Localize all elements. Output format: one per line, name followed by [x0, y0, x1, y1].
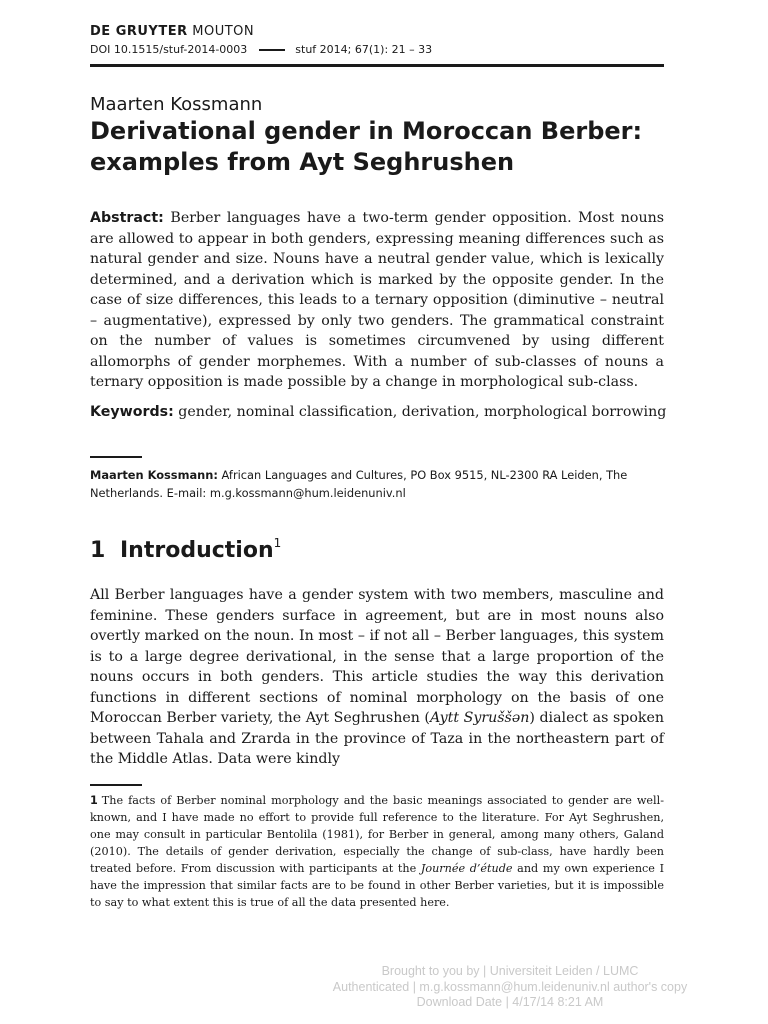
keywords-text: gender, nominal classification, derivation, morphological borrowing [178, 404, 667, 420]
intro-text-2: ) dialect as spoken between Tahala and Zrarda in the province of Taza in the northeastern part of the Middle Atlas. Data were kindly [90, 710, 664, 767]
article-title: Derivational gender in Moroccan Berber: examples from Ayt Seghrushen [90, 117, 643, 176]
section-number: 1 [90, 538, 106, 563]
watermark-line-1: Brought to you by | Universiteit Leiden / LUMC [381, 964, 639, 978]
footnote-text-2: and my own experience I have the impression that similar facts are to be found in other Berber varieties, but it is impossible to say to what extent this is true of all the data presented here. [90, 862, 664, 909]
publisher-logo [90, 24, 254, 39]
affiliation-rule [90, 456, 142, 458]
intro-italic: Aytt Syruššən [429, 710, 530, 726]
footnote-number: 1 [90, 794, 98, 807]
intro-paragraph [90, 585, 664, 770]
keywords [90, 402, 667, 423]
citation: stuf 2014; 67(1): 21 – 33 [295, 43, 433, 56]
abstract-text: Berber languages have a two-term gender opposition. Most nouns are allowed to appear in both genders, expressing meaning differences such as natural gender and size. Nouns have a neutral gender value, which is lexically determined, and a derivation which is marked by the opposite gender. In the case of size differences, this leads to a ternary opposition (diminutive – neutral – augmentative), expressed by only two genders. The grammatical constraint on the number of values is sometimes circumvened by using different allomorphs of gender morphemes. With a number of sub-classes of nouns a ternary opposition is made possible by a change in morphological sub-class. [90, 210, 664, 390]
affiliation [90, 466, 664, 502]
doi: DOI 10.1515/stuf-2014-0003 [90, 43, 248, 56]
article-meta-line [90, 43, 432, 56]
affiliation-text: African Languages and Cultures, PO Box 9515, NL-2300 RA Leiden, The Netherlands. E-mail: m.g.kossmann@hum.leidenuniv.nl [90, 468, 628, 500]
header-rule [90, 64, 664, 67]
publisher-name-rest: MOUTON [192, 24, 255, 39]
watermark-line-3: Download Date | 4/17/14 8:21 AM [416, 995, 604, 1009]
download-watermark [300, 964, 720, 1011]
footnote-italic: Journée d’étude [420, 862, 513, 875]
section-title: Introduction [120, 538, 274, 563]
abstract-label: Abstract: [90, 210, 164, 226]
meta-dash [259, 49, 285, 51]
publisher-name-bold: DE GRUYTER [90, 24, 188, 39]
intro-text-1: All Berber languages have a gender system with two members, masculine and feminine. These genders surface in agreement, but are in most nouns also overtly marked on the noun. In most – if not all – Berber languages, this system is to a large degree derivational, in the sense that a large proportion of the nouns occurs in both genders. This article studies the way this derivation functions in different sections of nominal morphology on the basis of one Moroccan Berber variety, the Ayt Seghrushen ( [90, 587, 664, 726]
footnote [90, 792, 664, 911]
author-name: Maarten Kossmann [90, 94, 263, 115]
watermark-line-2: Authenticated | m.g.kossmann@hum.leidenuniv.nl author's copy [332, 979, 688, 994]
footnote-text-1: The facts of Berber nominal morphology and the basic meanings associated to gender are well-known, and I have made no effort to provide full reference to the literature. For Ayt Seghrushen, one may consult in particular Bentolila (1981), for Berber in general, among many others, Galand (2010). The details of gender derivation, especially the change of sub-class, have hardly been treated before. From discussion with participants at the [90, 794, 664, 875]
footnote-ref[interactable]: 1 [273, 536, 282, 550]
section-heading [90, 536, 281, 563]
footnote-rule [90, 784, 142, 786]
abstract [90, 208, 664, 393]
keywords-label: Keywords: [90, 404, 174, 420]
affiliation-name: Maarten Kossmann: [90, 468, 218, 482]
